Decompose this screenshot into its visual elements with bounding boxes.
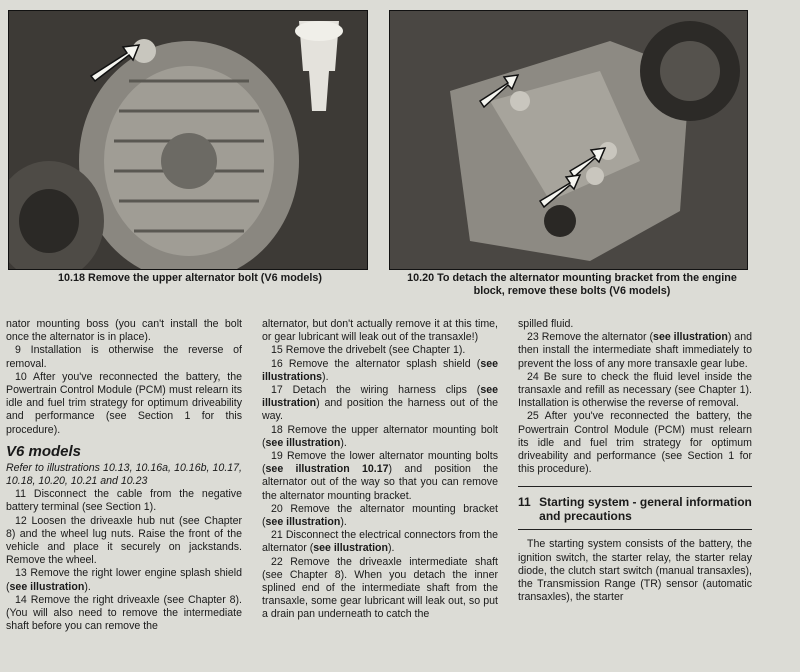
- paragraph-15: 15 Remove the drivebelt (see Chapter 1).: [271, 344, 466, 357]
- paragraph-19: 19 Remove the lower alternator mounting bolts (see illustration 10.17) and position the alternator out of the way so that you can remove the alternator mounting bracket.: [262, 450, 498, 502]
- paragraph-13: 13 Remove the right lower engine splash shield (see illustration).: [6, 567, 242, 593]
- paragraph-24: 24 Be sure to check the fluid level inside the transaxle and refill as necessary (see Chapter 1). Installation is otherwise the reverse of removal.: [518, 370, 752, 410]
- paragraph-22-continued: spilled fluid.: [518, 318, 574, 330]
- paragraph-17: 17 Detach the wiring harness clips (see illustration) and position the harness out of the way.: [262, 384, 498, 423]
- paragraph-20: 20 Remove the alternator mounting bracket (see illustration).: [262, 502, 498, 529]
- paragraph-10: 10 After you've reconnected the battery, the Powertrain Control Module (PCM) must relearn its idle and fuel trim strategy for optimum driveability and performance (see Section 1 for this procedure).: [6, 370, 242, 436]
- figure-10-18-photo: [8, 10, 368, 270]
- paragraph-18: 18 Remove the upper alternator mounting bolt (see illustration).: [262, 423, 498, 449]
- paragraph-12: 12 Loosen the driveaxle hub nut (see Chapter 8) and the wheel lug nuts. Raise the front of the vehicle and place it securely on jackstands. Remove the wheel.: [6, 514, 242, 567]
- paragraph-8-continued: nator mounting boss (you can't install the bolt once the alternator is in place).: [6, 318, 242, 344]
- figure-10-20-photo: [389, 10, 748, 270]
- paragraph-25: 25 After you've reconnected the battery, the Powertrain Control Module (PCM) must relearn its idle and fuel trim strategy for optimum driveability and performance (see Section 1 for this procedure).: [518, 410, 752, 476]
- alternator-photo-illustration: [9, 11, 367, 269]
- paragraph-14-continued: alternator, but don't actually remove it at this time, or gear lubricant will leak out of the transaxle!): [262, 318, 498, 344]
- bracket-photo-illustration: [390, 11, 747, 269]
- paragraph-11: 11 Disconnect the cable from the negative battery terminal (see Section 1).: [6, 488, 242, 514]
- section-11-heading: [518, 486, 752, 530]
- section-title: Starting system - general information and precautions: [539, 495, 752, 524]
- text-column-3: [518, 318, 752, 604]
- paragraph-16: 16 Remove the alternator splash shield (see illustrations).: [262, 357, 498, 383]
- paragraph-9: 9 Installation is otherwise the reverse of removal.: [6, 344, 242, 370]
- paragraph-14: 14 Remove the right driveaxle (see Chapter 8). (You will also need to remove the intermediate shaft before you can remove the: [6, 593, 242, 633]
- figure-10-18-caption: 10.18 Remove the upper alternator bolt (V6 models): [58, 272, 322, 284]
- text-column-1: [6, 318, 242, 633]
- section-number: 11: [518, 495, 531, 510]
- illustration-references: Refer to illustrations 10.13, 10.16a, 10.16b, 10.17, 10.18, 10.20, 10.21 and 10.23: [6, 461, 242, 488]
- section-heading-v6: V6 models: [6, 442, 82, 460]
- paragraph-21: 21 Disconnect the electrical connectors from the alternator (see illustration).: [262, 529, 498, 555]
- figure-10-20-caption: 10.20 To detach the alternator mounting bracket from the engine block, remove these bolts (V6 models): [407, 272, 737, 297]
- paragraph-22: 22 Remove the driveaxle intermediate shaft (see Chapter 8). When you detach the inner splined end of the intermediate shaft from the transaxle, some gear lubricant will leak out, so put a drain pan underneath to catch the: [262, 555, 498, 621]
- paragraph-23: 23 Remove the alternator (see illustration) and then install the intermediate shaft immediately to prevent the loss of any more transaxle gear lube.: [518, 331, 752, 370]
- section-11-intro: The starting system consists of the battery, the ignition switch, the starter relay, the starter relay diode, the clutch start switch (manual transaxles), the Transmission Range (TR) sensor (automatic transaxles), the starter: [518, 538, 752, 604]
- text-column-2: [262, 318, 498, 622]
